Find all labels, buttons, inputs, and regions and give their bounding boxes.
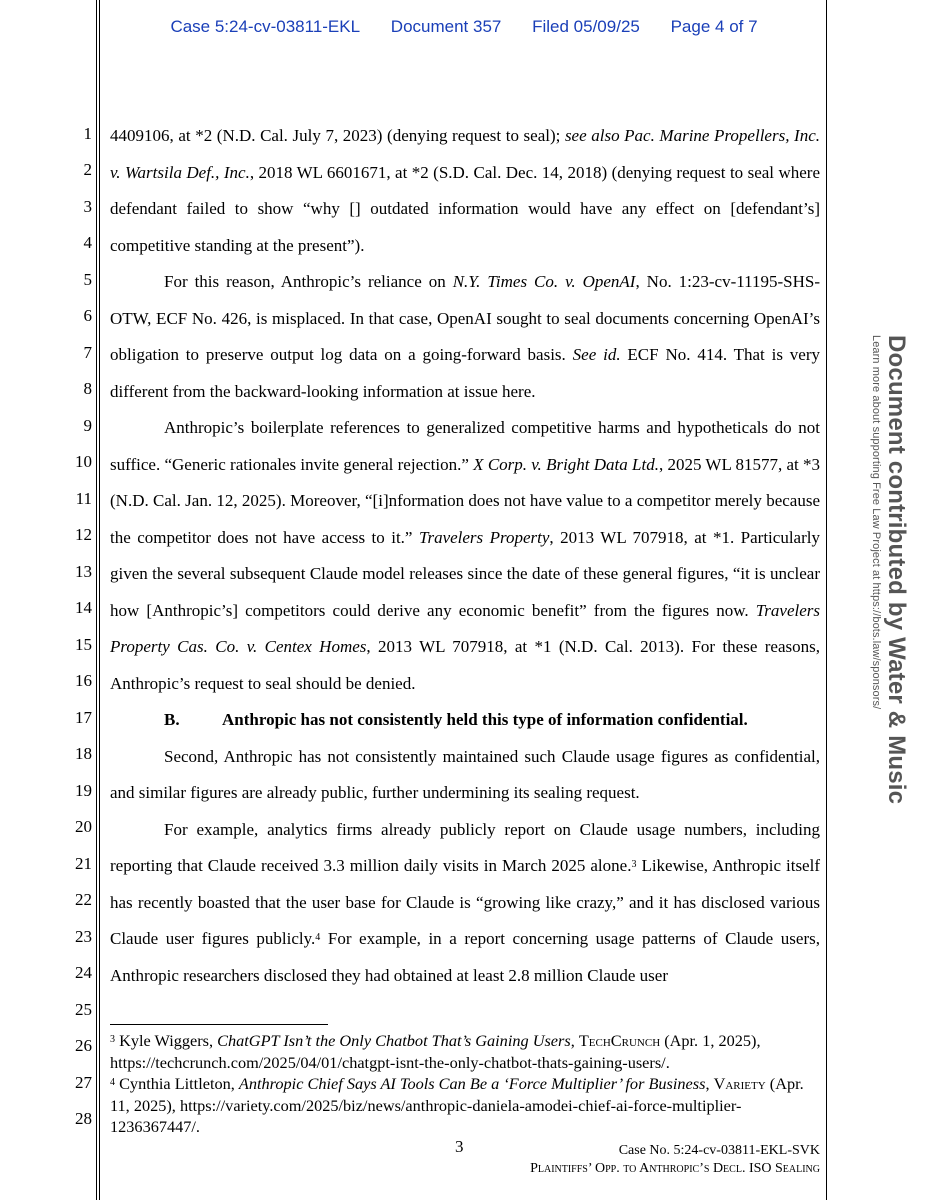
line-number: 12 (75, 525, 92, 544)
heading-text: Anthropic has not consistently held this type of information confidential. (222, 710, 748, 729)
footer-caption (530, 1142, 820, 1178)
footnote-4 (110, 1073, 822, 1138)
fn4-publication: Variety (713, 1074, 766, 1093)
paragraph-1 (110, 118, 820, 264)
fn3-publication: TechCrunch (578, 1031, 661, 1050)
line-number: 21 (75, 854, 92, 873)
fn4-url[interactable]: (Apr. 11, 2025), https://variety.com/2025/biz/news/anthropic-daniela-amodei-chief-ai-force-multiplier-1236367447/. (110, 1074, 804, 1136)
footer-case-no: Case No. 5:24-cv-03811-EKL-SVK (618, 1143, 820, 1158)
line-number: 3 (83, 197, 92, 216)
fn4-text-a: Cynthia Littleton, (115, 1074, 239, 1093)
p1-citation: see also Pac. Marine Propellers, Inc. v. Wartsila Def., Inc. (110, 126, 820, 182)
line-number: 11 (75, 489, 92, 508)
line-number: 4 (83, 233, 92, 252)
line-number: 1 (83, 124, 92, 143)
footnote-4-number: 4 (110, 1077, 115, 1088)
p2-see-id: See id. (572, 345, 621, 364)
line-number: 10 (75, 452, 92, 471)
p5-text-c: For example, in a report concerning usage patterns of Claude users, Anthropic researchers disclosed they had obtained at least 2.8 million Claude user (110, 929, 820, 985)
p2-text-a: For this reason, Anthropic’s reliance on (164, 272, 453, 291)
paragraph-5 (110, 812, 820, 995)
p2-text-c: , No. 1:23-cv-11195-SHS-OTW, ECF No. 426, is misplaced. In that case, OpenAI sought to seal documents concerning OpenAI’s obligation to preserve output log data on a going-forward basis. (110, 272, 820, 364)
footnote-3-number: 3 (110, 1034, 115, 1045)
line-number: 13 (75, 562, 92, 581)
footnote-ref-4[interactable]: 4 (315, 932, 321, 943)
fn3-url[interactable]: (Apr. 1, 2025), https://techcrunch.com/2025/04/01/chatgpt-isnt-the-only-chatbot-thats-gaining-users/. (110, 1031, 761, 1072)
p2-citation: N.Y. Times Co. v. OpenAI (452, 272, 636, 291)
line-number: 27 (75, 1073, 92, 1092)
case-header (0, 17, 928, 37)
line-number: 18 (75, 744, 92, 763)
page-number: 3 (455, 1137, 464, 1156)
watermark (872, 335, 912, 865)
line-number: 16 (75, 671, 92, 690)
header-document: Document 357 (390, 17, 502, 36)
header-filed: Filed 05/09/25 (532, 17, 640, 36)
p3-text-c: , 2025 WL 81577, at *3 (N.D. Cal. Jan. 12, 2025). Moreover, “[i]nformation does not have value to a competitor merely because the competitor does not have access to it.” (110, 454, 820, 547)
left-margin-rule-inner (99, 0, 100, 1200)
right-margin-rule (826, 0, 827, 1200)
p1-text-a: 4409106, at *2 (N.D. Cal. July 7, 2023) (denying request to seal); (110, 126, 565, 145)
line-number: 20 (75, 817, 92, 836)
line-number: 26 (75, 1036, 92, 1055)
footer-title: Plaintiffs’ Opp. to Anthropic’s Decl. ISO Sealing (530, 1161, 820, 1176)
line-number: 19 (75, 781, 92, 800)
header-case: Case 5:24-cv-03811-EKL (170, 17, 361, 36)
line-number: 8 (83, 379, 92, 398)
p3-citation-3: Travelers Property Cas. Co. v. Centex Homes (110, 600, 820, 656)
fn4-title: Anthropic Chief Says AI Tools Can Be a ‘Force Multiplier’ for Business (238, 1074, 706, 1093)
fn3-text-a: Kyle Wiggers, (115, 1031, 218, 1050)
p3-text-a: Anthropic’s boilerplate references to generalized competitive harms and hypotheticals do not suffice. “Generic rationales invite general rejection.” (110, 418, 820, 474)
watermark-title: Document contributed by Water & Music (883, 335, 910, 805)
line-number: 17 (75, 708, 92, 727)
p2-text-e: ECF No. 414. That is very different from the backward-looking information at issue here. (110, 345, 820, 401)
p1-text-c: , 2018 WL 6601671, at *2 (S.D. Cal. Dec. 14, 2018) (denying request to seal where defendant failed to show “why [] outdated information would have any effect on [defendant’s] competitive standing at the present”). (110, 162, 820, 255)
line-number: 14 (75, 598, 92, 617)
paragraph-3 (110, 410, 820, 702)
footnote-3 (110, 1030, 822, 1073)
line-number: 6 (83, 306, 92, 325)
line-number: 7 (83, 343, 92, 362)
line-number: 24 (75, 963, 92, 982)
footnote-ref-3[interactable]: 3 (631, 859, 637, 870)
line-number: 22 (75, 890, 92, 909)
fn3-text-c: , (570, 1031, 579, 1050)
p3-text-g: , 2013 WL 707918, at *1 (N.D. Cal. 2013). For these reasons, Anthropic’s request to seal should be denied. (110, 637, 820, 693)
line-number: 5 (83, 270, 92, 289)
left-margin-rule (96, 0, 97, 1200)
watermark-subtitle[interactable]: Learn more about supporting Free Law Project at https://bots.law/sponsors/ (870, 335, 882, 710)
p5-text-a: For example, analytics firms already publicly report on Claude usage numbers, including reporting that Claude received 3.3 million daily visits in March 2025 alone. (110, 819, 820, 875)
line-number: 28 (75, 1109, 92, 1128)
section-heading-b (110, 702, 820, 739)
footnote-rule (110, 1024, 328, 1025)
p5-text-b: Likewise, Anthropic itself has recently boasted that the user base for Claude is “growing like crazy,” and it has disclosed various Claude user figures publicly. (110, 856, 820, 948)
fn3-title: ChatGPT Isn’t the Only Chatbot That’s Gaining Users (217, 1031, 571, 1050)
line-number: 25 (75, 1000, 92, 1019)
line-number: 9 (83, 416, 92, 435)
p3-citation-1: X Corp. v. Bright Data Ltd. (473, 454, 659, 474)
header-page: Page 4 of 7 (670, 17, 758, 36)
line-number: 23 (75, 927, 92, 946)
document-body (110, 118, 820, 994)
line-number: 2 (83, 160, 92, 179)
footnotes (110, 1030, 822, 1138)
p3-text-e: , 2013 WL 707918, at *1. Particularly given the several subsequent Claude model releases since the date of these general figures, “it is unclear how [Anthropic’s] competitors could derive any economic benefit” from the figures now. (110, 527, 820, 620)
heading-label: B. (164, 710, 180, 729)
fn4-text-c: , (705, 1074, 714, 1093)
p3-citation-2: Travelers Property (418, 527, 550, 547)
line-number: 15 (75, 635, 92, 654)
paragraph-2 (110, 264, 820, 410)
paragraph-4: Second, Anthropic has not consistently maintained such Claude usage figures as confidential, and similar figures are already public, further undermining its sealing request. (110, 746, 820, 802)
